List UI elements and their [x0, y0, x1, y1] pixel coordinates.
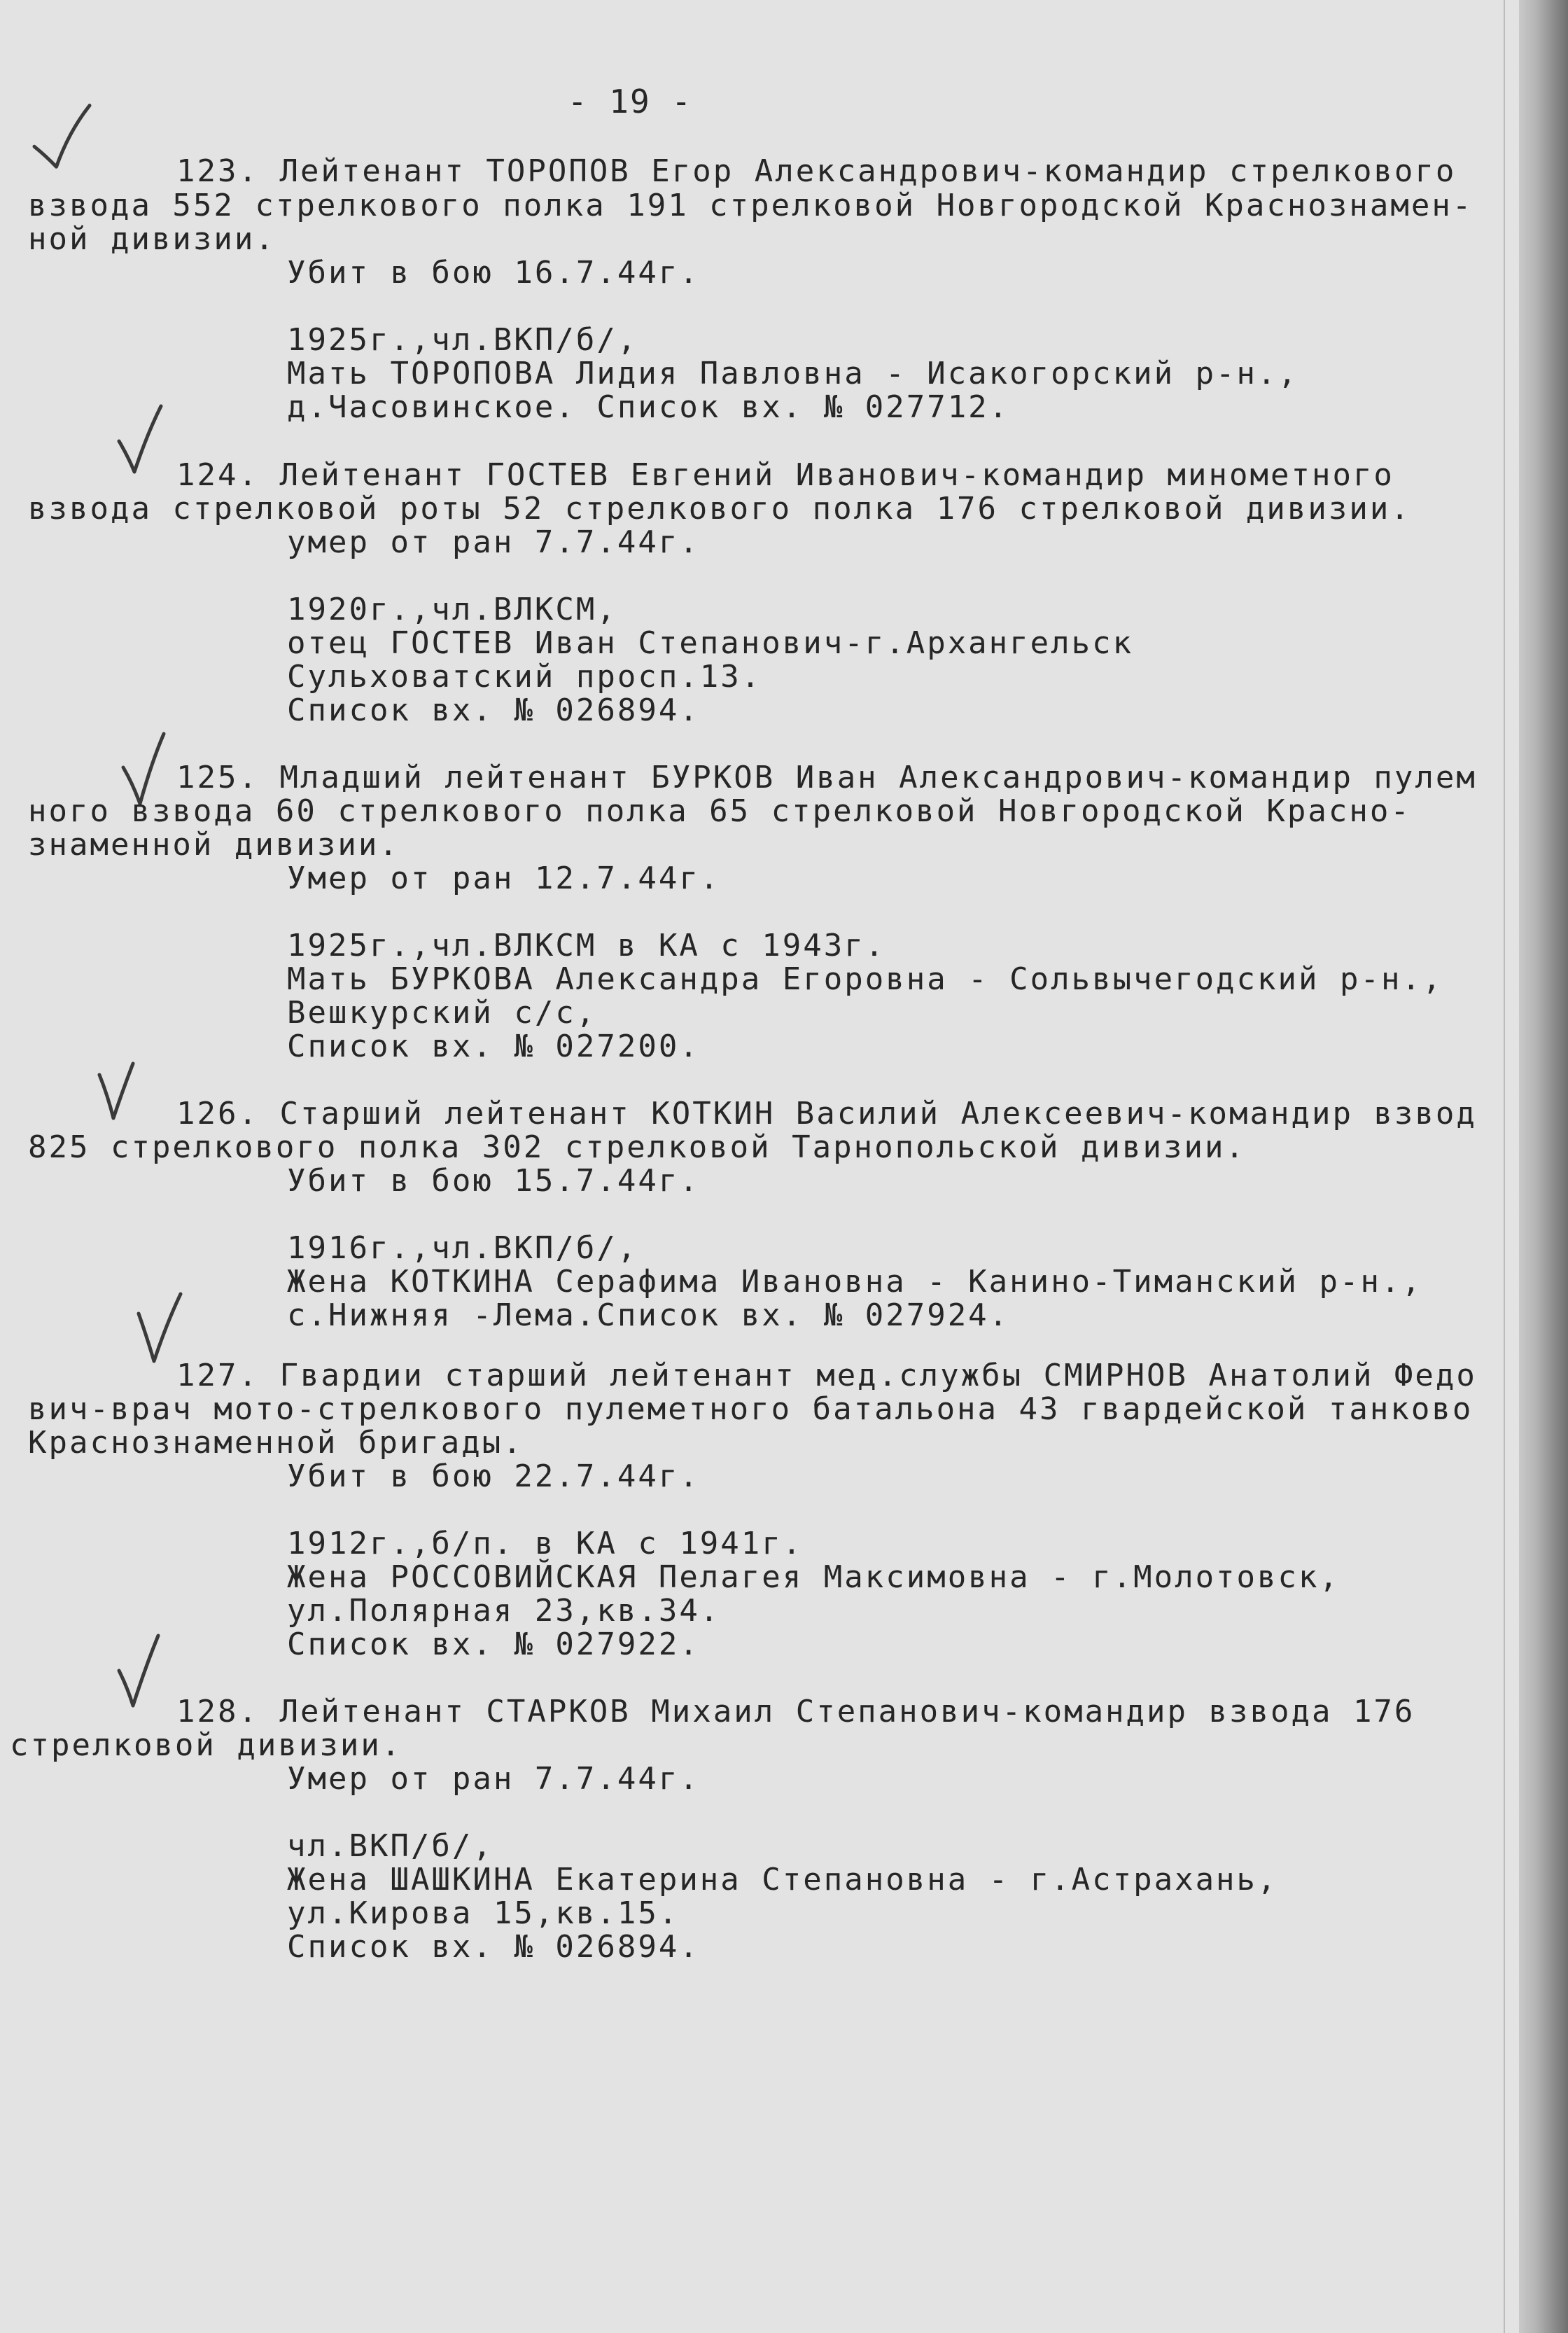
entry-detail-line: Список вх. № 027200. [287, 1029, 700, 1064]
entry-death-line: Убит в бою 16.7.44г. [287, 255, 700, 291]
entry-heading-line: взвода 552 стрелкового полка 191 стрелковой Новгородской Краснознамен- [28, 188, 1474, 223]
entry-heading-line: Краснознаменной бригады. [28, 1425, 524, 1461]
entry-death-line: умер от ран 7.7.44г. [287, 524, 700, 560]
entry-heading-line: ного взвода 60 стрелкового полка 65 стрелковой Новгородской Красно- [28, 793, 1411, 829]
entry-detail-line: Вешкурский с/с, [287, 995, 597, 1031]
entry-death-line: Умер от ран 12.7.44г. [287, 861, 721, 896]
entry-detail-line: Список вх. № 026894. [287, 692, 700, 728]
entry-detail-line: 1925г.,чл.ВКП/б/, [287, 322, 638, 358]
entry-detail-line: отец ГОСТЕВ Иван Степанович-г.Архангельск [287, 625, 1134, 661]
entry-detail-line: 1912г.,б/п. в КА с 1941г. [287, 1526, 804, 1561]
page-number: - 19 - [567, 83, 693, 120]
entry-heading-line: 125. Младший лейтенант БУРКОВ Иван Александрович-командир пулем [176, 760, 1477, 795]
page-margin-line [1504, 0, 1505, 2333]
entry-detail-line: Сульховатский просп.13. [287, 659, 762, 695]
entry-detail-line: чл.ВКП/б/, [287, 1828, 493, 1864]
entry-death-line: Убит в бою 22.7.44г. [287, 1458, 700, 1494]
entry-heading-line: взвода стрелковой роты 52 стрелкового полка 176 стрелковой дивизии. [28, 491, 1411, 527]
entry-heading-line: 127. Гвардии старший лейтенант мед.службы СМИРНОВ Анатолий Федо [176, 1358, 1477, 1393]
entry-death-line: Убит в бою 15.7.44г. [287, 1163, 700, 1199]
check-mark-icon [21, 92, 104, 188]
entry-detail-line: Жена КОТКИНА Серафима Ивановна - Канино-Тиманский р-н., [287, 1264, 1422, 1300]
entry-heading-line: вич-врач мото-стрелкового пулеметного батальона 43 гвардейской танково [28, 1391, 1474, 1427]
entry-detail-line: с.Нижняя -Лема.Список вх. № 027924. [287, 1297, 1010, 1333]
check-mark-icon [84, 1054, 154, 1138]
entry-detail-line: Жена РОССОВИЙСКАЯ Пелагея Максимовна - г.Молотовск, [287, 1559, 1340, 1595]
entry-detail-line: Жена ШАШКИНА Екатерина Степановна - г.Астрахань, [287, 1862, 1278, 1897]
entry-detail-line: Список вх. № 027922. [287, 1627, 700, 1662]
entry-heading-line: 124. Лейтенант ГОСТЕВ Евгений Иванович-командир минометного [176, 457, 1394, 493]
check-mark-icon [105, 399, 175, 483]
entry-heading-line: 128. Лейтенант СТАРКОВ Михаил Степанович-командир взвода 176 [176, 1694, 1415, 1729]
entry-detail-line: ул.Полярная 23,кв.34. [287, 1593, 721, 1629]
entry-detail-line: 1916г.,чл.ВКП/б/, [287, 1230, 638, 1266]
entry-heading-line: стрелковой дивизии. [10, 1727, 402, 1763]
entry-heading-line: 126. Старший лейтенант КОТКИН Василий Алексеевич-командир взвод [176, 1096, 1477, 1131]
entry-detail-line: ул.Кирова 15,кв.15. [287, 1895, 680, 1931]
entry-detail-line: Мать БУРКОВА Александра Егоровна - Сольвычегодский р-н., [287, 961, 1443, 997]
entry-detail-line: д.Часовинское. Список вх. № 027712. [287, 389, 1010, 425]
check-mark-icon [105, 1631, 175, 1715]
entry-heading-line: 123. Лейтенант ТОРОПОВ Егор Александрович-командир стрелкового [176, 153, 1457, 189]
page-edge-shadow [1519, 0, 1568, 2333]
entry-death-line: Умер от ран 7.7.44г. [287, 1761, 700, 1797]
entry-heading-line: знаменной дивизии. [28, 827, 400, 863]
entry-detail-line: 1920г.,чл.ВЛКСМ, [287, 592, 617, 627]
entry-detail-line: Мать ТОРОПОВА Лидия Павловна - Исакогорский р-н., [287, 356, 1299, 391]
entry-detail-line: 1925г.,чл.ВЛКСМ в КА с 1943г. [287, 928, 886, 963]
entry-detail-line: Список вх. № 026894. [287, 1929, 700, 1965]
entry-heading-line: ной дивизии. [28, 221, 276, 257]
entry-heading-line: 825 стрелкового полка 302 стрелковой Тарнопольской дивизии. [28, 1129, 1246, 1165]
